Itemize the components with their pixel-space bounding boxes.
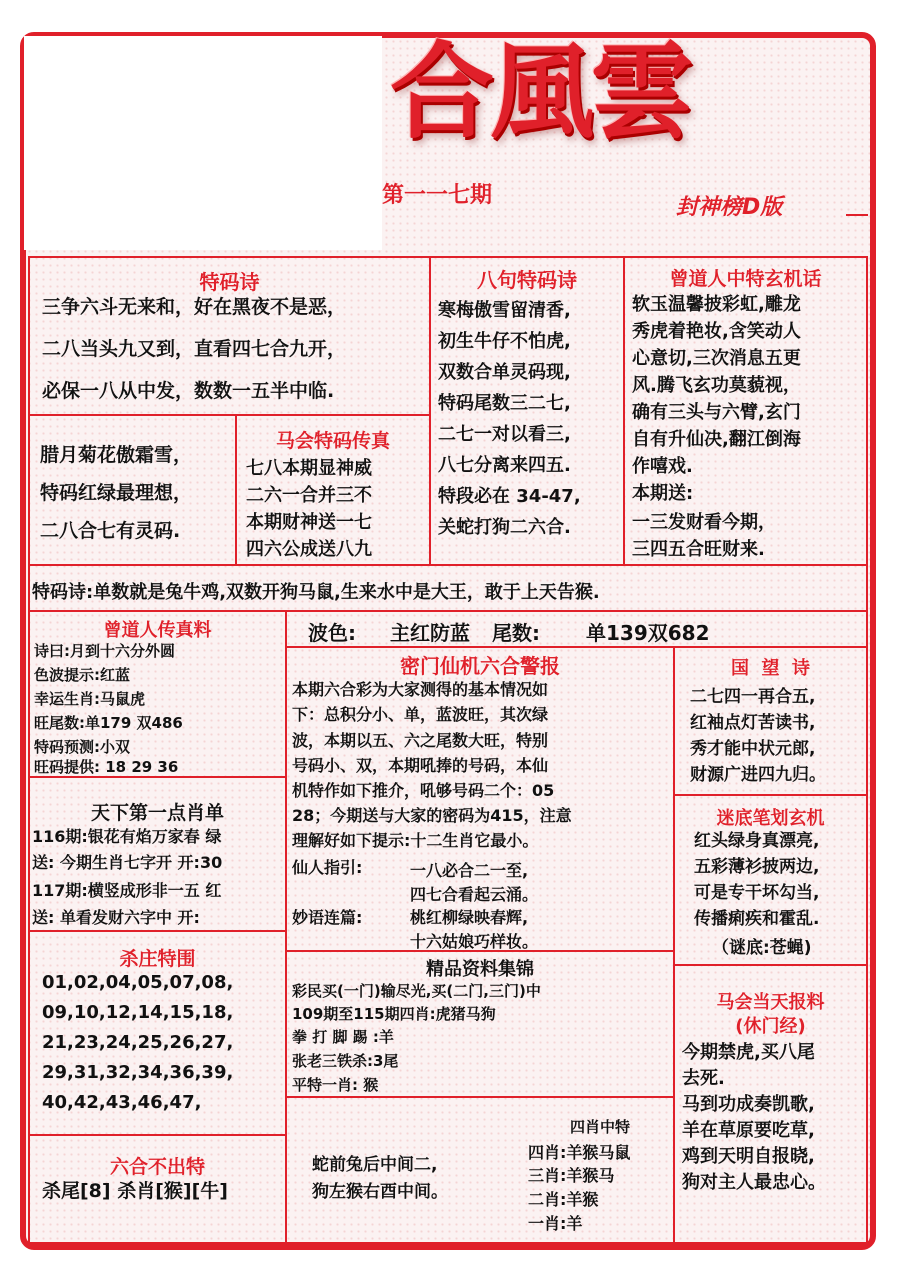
jingpin-line: 张老三铁杀:3尾: [292, 1052, 399, 1070]
chrysanthemum-line: 二八合七有灵码.: [40, 520, 181, 542]
eight-lines-line: 关蛇打狗二六合.: [438, 517, 571, 538]
miaoyu-line: 十六姑娘巧样妆。: [410, 932, 539, 951]
mahui-baoliao-line: 鸡到天明自报晓,: [682, 1146, 815, 1167]
tianxia-line: 送: 今期生肖七字开 开:30: [32, 853, 223, 872]
mahui-baoliao-title: 马会当天报料: [716, 992, 825, 1013]
miaoyu-line: 桃红柳绿映春辉,: [410, 908, 529, 927]
eight-lines-line: 特段必在 34-47,: [438, 486, 581, 507]
zeng-xuanji-line: 确有三头与六臂,玄门: [632, 402, 801, 423]
guowang-line: 秀才能中状元郎,: [690, 739, 816, 759]
edition-underline: [846, 214, 868, 216]
zeng-zhenliao-line: 诗曰:月到十六分外圆: [34, 642, 175, 660]
riddle-line: 蛇前兔后中间二,: [312, 1155, 438, 1175]
zeng-zhenliao-line: 特码预测:小双: [34, 738, 130, 756]
chrysanthemum-line: 特码红绿最理想，: [40, 482, 193, 504]
riddle-line: 狗左猴右酉中间。: [312, 1182, 448, 1202]
sixiao-line: 三肖:羊猴马: [528, 1166, 615, 1185]
mahui-baoliao-line: 马到功成奏凯歌,: [682, 1094, 815, 1115]
zeng-zhenliao-line: 色波提示:红蓝: [34, 666, 130, 684]
jingpin-line: 平特一肖: 猴: [292, 1076, 379, 1094]
shazhuang-line: 21,23,24,25,26,27,: [42, 1032, 234, 1053]
zeng-xuanji-line: 秀虎着艳妆,含笑动人: [632, 321, 801, 342]
mimen-line: 波，本期以五、六之尾数大旺，特别: [292, 731, 549, 750]
wave-label: 波色:: [308, 621, 356, 645]
mimen-line: 下：总积分小、单，蓝波旺，其次绿: [292, 705, 549, 724]
eight-lines-line: 双数合单灵码现,: [438, 362, 571, 383]
tianxia-line: 116期:银花有焰万家春 绿: [32, 827, 222, 846]
zeng-xuanji-line: 三四五合旺财来.: [632, 539, 765, 560]
shazhuang-title: 杀庄特围: [119, 948, 196, 970]
mahui-baoliao-line: 去死.: [682, 1068, 725, 1089]
zeng-xuanji-line: 风.腾飞玄功莫藐视，: [632, 375, 801, 396]
mahui-chuanzhen-line: 七八本期显神威: [246, 458, 372, 479]
mahui-chuanzhen-line: 本期财神送一七: [246, 512, 372, 533]
zeng-xuanji-title: 曾道人中特玄机话: [669, 268, 822, 290]
zeng-xuanji-line: 一三发财看今期，: [632, 512, 776, 533]
xianren-line: 一八必合二一至,: [410, 861, 529, 880]
guowang-title: 国 望 诗: [730, 658, 811, 679]
sixiao-line: 一肖:羊: [528, 1214, 583, 1233]
zeng-zhenliao-line: 旺尾数:单179 双486: [34, 714, 183, 732]
mahui-baoliao-line: 今期禁虎,买八尾: [682, 1042, 815, 1063]
chrysanthemum-line: 腊月菊花傲霜雪，: [40, 444, 193, 466]
midi-answer: （谜底:苍蝇): [712, 938, 812, 958]
mimen-line: 机特作如下推介，吼够号码二个：05: [292, 781, 555, 800]
guowang-line: 财源广进四九归。: [690, 765, 826, 785]
guowang-line: 红袖点灯苦读书,: [690, 713, 816, 733]
edition-label: 封神榜D版: [676, 195, 783, 220]
eight-lines-line: 二七一对以看三,: [438, 424, 571, 445]
mimen-line: 号码小、双，本期吼捧的号码，本仙: [292, 756, 549, 775]
wave-value: 主红防蓝: [390, 621, 470, 645]
xianren-label: 仙人指引:: [292, 858, 363, 877]
liuhe-title: 六合不出特: [109, 1156, 205, 1178]
eight-lines-line: 特码尾数三二七,: [438, 393, 571, 414]
eight-lines-line: 初生牛仔不怕虎,: [438, 331, 571, 352]
mimen-line: 28；今期送与大家的密码为415，注意: [292, 806, 572, 825]
issue-number: 第一一七期: [382, 183, 493, 208]
shazhuang-line: 40,42,43,46,47,: [42, 1092, 202, 1113]
eight-lines-line: 寒梅傲雪留清香,: [438, 300, 571, 321]
zeng-zhenliao-title: 曾道人传真料: [103, 620, 212, 641]
shazhuang-line: 29,31,32,34,36,39,: [42, 1062, 234, 1083]
zeng-xuanji-line: 作嘻戏.: [632, 456, 693, 477]
midi-line: 传播痢疾和霍乱.: [694, 909, 820, 929]
jingpin-title: 精品资料集锦: [426, 959, 534, 980]
shazhuang-line: 01,02,04,05,07,08,: [42, 972, 234, 993]
tianxia-line: 送: 单看发财六字中 开:: [32, 908, 200, 927]
poem-special-title: 特码诗: [199, 270, 260, 294]
tianxia-line: 117期:横竖成形非一五 红: [32, 881, 222, 900]
sixiao-title: 四肖中特: [570, 1118, 631, 1136]
mimen-line: 本期六合彩为大家测得的基本情况如: [292, 680, 549, 699]
midi-line: 红头绿身真漂亮,: [694, 831, 820, 851]
shazhuang-line: 09,10,12,14,15,18,: [42, 1002, 234, 1023]
miaoyu-label: 妙语连篇:: [292, 908, 363, 927]
midi-line: 可是专干坏勾当,: [694, 883, 820, 903]
mahui-baoliao-subtitle: (休门经): [735, 1016, 806, 1037]
poem-special-line: 必保一八从中发，数数一五半中临.: [42, 380, 335, 402]
poem-special-line: 三争六斗无来和，好在黑夜不是恶，: [42, 296, 347, 318]
mahui-chuanzhen-line: 四六公成送八九: [246, 539, 372, 560]
tail-value: 单139双682: [586, 621, 710, 645]
banner-text: 特码诗:单数就是兔牛鸡,双数开狗马鼠,生来水中是大王，敢于上天告猴.: [32, 582, 600, 603]
jingpin-line: 彩民买(一门)输尽光,买(二门,三门)中: [292, 982, 541, 1000]
mahui-chuanzhen-line: 二六一合并三不: [246, 485, 372, 506]
zeng-xuanji-line: 本期送:: [632, 483, 694, 504]
sixiao-line: 二肖:羊猴: [528, 1190, 599, 1209]
wave-box: [285, 610, 868, 648]
mahui-baoliao-line: 狗对主人最忠心。: [682, 1172, 826, 1193]
zeng-xuanji-line: 心意切,三次消息五更: [632, 348, 801, 369]
mimen-line: 理解好如下提示:十二生肖它最小。: [292, 831, 539, 850]
zeng-xuanji-line: 自有升仙决,翻江倒海: [632, 429, 801, 450]
guowang-line: 二七四一再合五,: [690, 687, 816, 707]
mahui-baoliao-line: 羊在草原要吃草,: [682, 1120, 815, 1141]
midi-line: 五彩薄衫披两边,: [694, 857, 820, 877]
mimen-title: 密门仙机六合警报: [400, 654, 560, 678]
xianren-line: 四七合看起云涌。: [410, 885, 539, 904]
jingpin-line: 拳 打 脚 踢 :羊: [292, 1028, 394, 1046]
blank-panel: [24, 36, 382, 250]
jingpin-line: 109期至115期四肖:虎猪马狗: [292, 1005, 496, 1023]
eight-lines-title: 八句特码诗: [477, 268, 577, 292]
tail-label: 尾数:: [492, 621, 540, 645]
zeng-zhenliao-line: 旺码提供: 18 29 36: [34, 758, 179, 776]
zeng-xuanji-line: 软玉温馨披彩虹,雕龙: [632, 294, 801, 315]
liuhe-line: 杀尾[8] 杀肖[猴][牛]: [42, 1180, 228, 1202]
poem-special-line: 二八当头九又到，直看四七合九开，: [42, 338, 347, 360]
tianxia-title: 天下第一点肖单: [90, 802, 224, 824]
eight-lines-line: 八七分离来四五.: [438, 455, 571, 476]
zeng-zhenliao-line: 幸运生肖:马鼠虎: [34, 690, 145, 708]
mahui-chuanzhen-title: 马会特码传真: [275, 430, 390, 452]
masthead-logo: 合風雲: [390, 30, 691, 153]
sixiao-line: 四肖:羊猴马鼠: [528, 1143, 631, 1162]
midi-title: 迷底笔划玄机: [716, 808, 825, 829]
